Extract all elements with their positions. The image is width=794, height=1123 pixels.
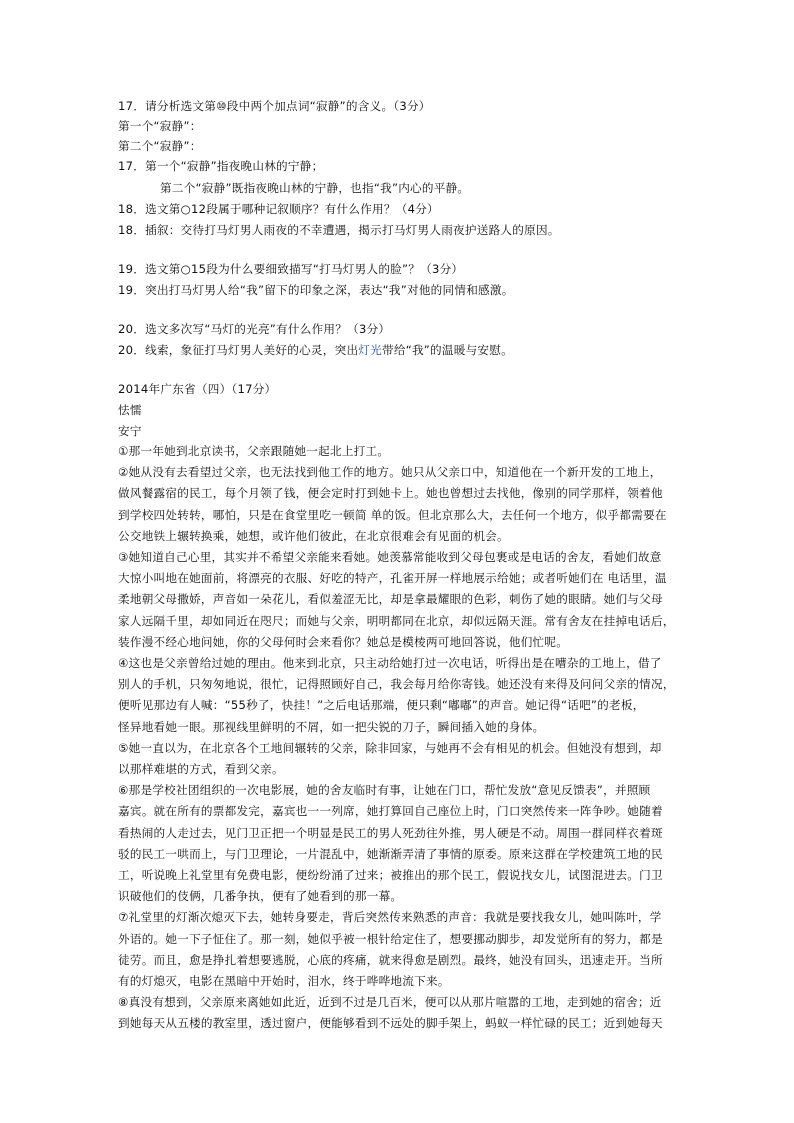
answer-blank-1: 第一个“寂静”： — [118, 119, 202, 133]
essay-line: 柔地朝父母撒娇，声音如一朵花儿，看似羞涩无比，却是拿最耀眼的色彩，刺伤了她的眼睛。她们与父母 — [118, 592, 663, 607]
essay-line: 嘉宾。就在所有的票都发完，嘉宾也一一列席，她打算回自己座位上时，门口突然传来一阵争吵。她随着 — [118, 804, 663, 819]
essay-line: ②她从没有去看望过父亲，也无法找到他工作的地方。她只从父亲口中，知道他在一个新开发的工地上， — [118, 465, 662, 480]
essay-line: 大惊小叫地在她面前，将漂亮的衣服、好吃的特产，孔雀开屏一样地展示给她；或者听她们在 电话里，温 — [118, 571, 667, 586]
answer-blank-2: 第二个“寂静”： — [118, 139, 202, 153]
answer-20-text-end: 带给“我”的温暖与安慰。 — [382, 343, 513, 357]
answer-20-highlight: 灯光 — [358, 343, 382, 357]
essay-line: 识破他们的伎俩，几番争执，便有了她看到的那一幕。 — [118, 889, 403, 904]
answer-17-line-1: 17．第一个“寂静”指夜晚山林的宁静； — [118, 159, 324, 173]
essay-line: 怪异地看她一眼。那视线里鲜明的不屑，如一把尖锐的刀子，瞬间插入她的身体。 — [118, 719, 545, 734]
essay-line: ⑦礼堂里的灯渐次熄灭下去，她转身要走，背后突然传来熟悉的声音：我就是要找我女儿，她叫陈叶，学 — [118, 910, 662, 925]
essay-line: 以那样难堪的方式，看到父亲。 — [118, 762, 284, 776]
question-18: 18．选文第○12段属于哪种记叙顺序？有什么作用？（4分） — [118, 202, 439, 216]
answer-19: 19．突出打马灯男人给“我”留下的印象之深，表达“我”对他的同情和感激。 — [118, 283, 514, 297]
answer-17-line-2: 第二个“寂静”既指夜晚山林的宁静，也指“我”内心的平静。 — [160, 181, 470, 195]
essay-line: 公交地铁上辗转换乘，她想，或许他们彼此，在北京很难会有见面的机会。 — [118, 528, 509, 543]
essay-line: ⑤她一直以为，在北京各个工地间辗转的父亲，除非回家，与她再不会有相见的机会。但她没有想到，却 — [118, 740, 662, 755]
essay-line: ①那一年她到北京读书，父亲跟随她一起北上打工。 — [118, 444, 390, 458]
question-17: 17．请分析选文第⑩段中两个加点词“寂静”的含义。（3分） — [118, 99, 431, 113]
essay-line: 看热闹的人走过去，见门卫正把一个明显是民工的男人死劲往外推，男人硬是不动。周围一群同样衣着斑 — [118, 825, 663, 840]
essay-line: 做风餐露宿的民工，每个月领了钱，便会定时打到她卡上。她也曾想过去找他，像别的同学那样，领着他 — [118, 486, 663, 501]
essay-line: ⑥那是学校社团组织的一次电影展，她的舍友临时有事，让她在门口，帮忙发放“意见反馈表”，并照顾 — [118, 783, 651, 798]
essay-line: ④这也是父亲曾给过她的理由。他来到北京，只主动给她打过一次电话，听得出是在嘈杂的工地上，借了 — [118, 656, 662, 670]
essay-line: 工，听说晚上礼堂里有免费电影，便纷纷涌了过来；被推出的那个民工，假说找女儿，试图混进去。门卫 — [118, 868, 663, 882]
essay-line: 驳的民工一哄而上，与门卫理论，一片混乱中，她渐渐弄清了事情的原委。原来这群在学校建筑工地的民 — [118, 846, 663, 861]
answer-18: 18．插叙：交待打马灯男人雨夜的不幸遭遇，揭示打马灯男人雨夜护送路人的原因。 — [118, 223, 560, 237]
essay-line: 有的灯熄灭，电影在黑暗中开始时，泪水，终于哗哗地流下来。 — [118, 974, 450, 988]
essay-source: 2014年广东省（四）（17分） — [118, 382, 277, 396]
question-20: 20．选文多次写“马灯的光亮”有什么作用？（3分） — [118, 322, 391, 336]
essay-line: 外语的。她一下子怔住了。那一刻，她似乎被一根针给定住了，想要挪动脚步，却发觉所有的努力，都是 — [118, 931, 663, 946]
essay-line: ③她知道自己心里，其实并不希望父亲能来看她。她羡慕常能收到父母包裹或是电话的舍友，看她们故意 — [118, 550, 662, 564]
answer-20 — [118, 342, 678, 359]
essay-line: 徒劳。而且，愈是挣扎着想要逃脱，心底的疼痛，就来得愈是剧烈。最终，她没有回头，迅速走开。当所 — [118, 952, 663, 967]
essay-author: 安宁 — [118, 424, 142, 438]
essay-title: 怯懦 — [118, 403, 142, 417]
essay-line: ⑧真没有想到，父亲原来离她如此近，近到不过是几百米，便可以从那片喧嚣的工地，走到她的宿舍；近 — [118, 995, 662, 1010]
essay-line: 别人的手机，只匆匆地说，很忙，记得照顾好自己，我会每月给你寄钱。她还没有来得及问问父亲的情况， — [118, 677, 675, 692]
essay-line: 家人远隔千里，却如同近在咫尺；而她与父亲，明明都同在北京，却似远隔天涯。常有舍友在挂掉电话后， — [118, 613, 675, 628]
essay-line: 到她每天从五楼的教室里，透过窗户，便能够看到不远处的脚手架上，蚂蚁一样忙碌的民工；近到她每天 — [118, 1016, 663, 1031]
essay-line: 便听见那边有人喊：“55秒了，快挂！”之后电话那端，便只剩“嘟嘟”的声音。她记得“话吧”的老板， — [118, 698, 645, 713]
essay-line: 到学校四处转转，哪怕，只是在食堂里吃一顿简 单的饭。但北京那么大，去任何一个地方，似乎都需要在 — [118, 507, 667, 522]
answer-20-text: 20．线索，象征打马灯男人美好的心灵，突出 — [118, 343, 359, 357]
essay-line: 装作漫不经心地问她，你的父母何时会来看你？她总是模棱两可地回答说，他们忙呢。 — [118, 634, 569, 649]
question-19: 19．选文第○15段为什么要细致描写“打马灯男人的脸”？（3分） — [118, 262, 464, 276]
